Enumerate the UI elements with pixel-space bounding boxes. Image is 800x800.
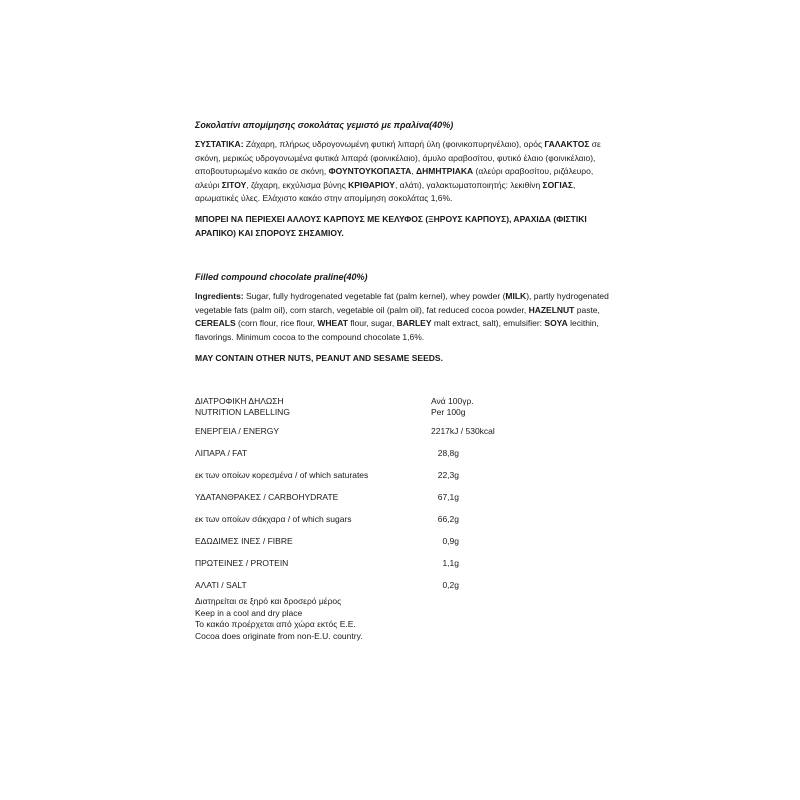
greek-allergen-warning: ΜΠΟΡΕΙ ΝΑ ΠΕΡΙΕΧΕΙ ΑΛΛΟΥΣ ΚΑΡΠΟΥΣ ΜΕ ΚΕΛΥΦΟΣ (ΞΗΡΟΥΣ ΚΑΡΠΟΥΣ), ΑΡΑΧΙΔΑ (ΦΙΣΤΙΚΙ ΑΡΑΠΙΚΟ) ΚΑΙ ΣΠΟΡΟΥΣ ΣΗΣΑΜΙΟΥ.: [195, 213, 587, 238]
nutrition-row: [195, 492, 615, 503]
ingredient-allergen: CEREALS: [195, 318, 236, 329]
english-product-title: Filled compound chocolate praline(40%): [195, 272, 368, 283]
nutrition-header-value: Per 100g: [431, 407, 466, 418]
nutrient-label: ΛΙΠΑΡΑ / FAT: [195, 448, 248, 459]
greek-product-title: Σοκολατίνι απομίμησης σοκολάτας γεμιστό με πραλίνα(40%): [195, 120, 454, 130]
ingredient-allergen: Ingredients:: [195, 291, 244, 302]
nutrition-row: [195, 448, 615, 459]
ingredient-text: Sugar, fully hydrogenated vegetable fat (palm kernel), whey powder (: [243, 291, 506, 302]
greek-ingredients: [195, 138, 615, 206]
storage-notes: [195, 596, 615, 642]
ingredient-text: (αλεύρι αραβοσίτου, ριζάλευρο, αλεύρι: [195, 166, 594, 190]
ingredient-text: (corn flour, rice flour,: [235, 318, 318, 329]
ingredient-allergen: ΚΡΙΘΑΡΙΟΥ: [348, 179, 395, 190]
nutrient-value: 2217kJ / 530kcal: [431, 426, 495, 437]
nutrient-value: 28,8g: [437, 448, 459, 459]
nutrition-row: [195, 514, 615, 525]
nutrient-value: 0,9g: [442, 536, 459, 547]
ingredient-text: flour, sugar,: [347, 318, 397, 329]
ingredient-text: , αλάτι), γαλακτωματοποιητής: λεκιθίνη: [394, 179, 543, 190]
ingredient-allergen: ΣΙΤΟΥ: [221, 179, 247, 190]
nutrient-value: 0,2g: [442, 580, 459, 591]
ingredient-allergen: MILK: [505, 291, 527, 302]
ingredient-allergen: ΔΗΜΗΤΡΙΑΚΑ: [416, 166, 474, 177]
nutrient-label: ΥΔΑΤΑΝΘΡΑΚΕΣ / CARBOHYDRATE: [195, 492, 339, 503]
english-allergen-warning: MAY CONTAIN OTHER NUTS, PEANUT AND SESAME SEEDS.: [195, 352, 443, 363]
ingredient-allergen: ΣΟΓΙΑΣ: [542, 179, 573, 190]
footer-line: Cocoa does originate from non-E.U. country.: [195, 630, 363, 641]
nutrition-header-label: NUTRITION LABELLING: [195, 407, 290, 418]
ingredient-allergen: WHEAT: [317, 318, 348, 329]
footer-line: Διατηρείται σε ξηρό και δροσερό μέρος: [195, 596, 342, 607]
ingredient-text: malt extract, salt), emulsifier:: [431, 318, 545, 329]
nutrient-label: εκ των οποίων κορεσμένα / of which saturates: [195, 470, 369, 481]
ingredient-text: σε σκόνη, μερικώς υδρογονωμένα φυτικά λιπαρά (φοινικέλαιο), άμυλο αραβοσίτου, φυτικό έλαιο (φοινικέλαιο), αποβουτυρωμένο κακάο σε σκόνη,: [195, 139, 601, 177]
ingredient-allergen: ΓΑΛΑΚΤΟΣ: [544, 139, 590, 149]
nutrition-row: [195, 580, 615, 591]
english-ingredients: [195, 290, 615, 344]
nutrient-label: ΠΡΩΤΕΙΝΕΣ / PROTEIN: [195, 558, 289, 569]
nutrition-table: [195, 396, 615, 591]
ingredient-allergen: BARLEY: [396, 318, 432, 329]
ingredient-text: paste,: [574, 304, 600, 315]
ingredient-text: ), partly hydrogenated vegetable fats (palm oil), corn starch, vegetable oil (palm oil), fat reduced cocoa powder,: [195, 291, 609, 315]
nutrition-row: [195, 426, 615, 437]
nutrient-value: 1,1g: [442, 558, 459, 569]
ingredient-allergen: ΦΟΥΝΤΟΥΚΟΠΑΣΤΑ: [328, 166, 412, 177]
footer-line: Keep in a cool and dry place: [195, 607, 303, 618]
ingredient-allergen: HAZELNUT: [528, 304, 575, 315]
ingredient-allergen: SOYA: [544, 318, 568, 329]
ingredient-text: ,: [411, 166, 417, 177]
label-document: [195, 119, 615, 642]
nutrition-header-english: [195, 407, 615, 418]
nutrient-value: 66,2g: [437, 514, 459, 525]
nutrient-label: εκ των οποίων σάκχαρα / of which sugars: [195, 514, 352, 525]
ingredient-allergen: ΣΥΣΤΑΤΙΚΑ:: [195, 139, 244, 149]
nutrient-value: 67,1g: [437, 492, 459, 503]
nutrient-label: ΑΛΑΤΙ / SALT: [195, 580, 247, 591]
nutrition-row: [195, 470, 615, 481]
footer-line: Το κακάο προέρχεται από χώρα εκτός Ε.Ε.: [195, 619, 356, 630]
nutrition-header-value: Ανά 100γρ.: [431, 396, 474, 407]
ingredient-text: Ζάχαρη, πλήρως υδρογονωμένη φυτική λιπαρή ύλη (φοινικοπυρηνέλαιο), ορός: [243, 139, 545, 149]
nutrition-header-label: ΔΙΑΤΡΟΦΙΚΗ ΔΗΛΩΣΗ: [195, 396, 284, 407]
ingredient-text: , αρωματικές ύλες. Ελάχιστο κακάο στην απομίμηση σοκολάτας 1,6%.: [195, 179, 576, 204]
nutrition-row: [195, 536, 615, 547]
ingredient-text: lecithin, flavorings. Minimum cocoa to the compound chocolate 1,6%.: [195, 318, 599, 342]
nutrient-value: 22,3g: [437, 470, 459, 481]
ingredient-text: , ζάχαρη, εκχύλισμα βύνης: [246, 179, 349, 190]
nutrient-label: ΕΔΩΔΙΜΕΣ ΙΝΕΣ / FIBRE: [195, 536, 293, 547]
nutrition-row: [195, 558, 615, 569]
nutrition-header-greek: [195, 396, 615, 407]
nutrient-label: ΕΝΕΡΓΕΙΑ / ENERGY: [195, 426, 280, 437]
